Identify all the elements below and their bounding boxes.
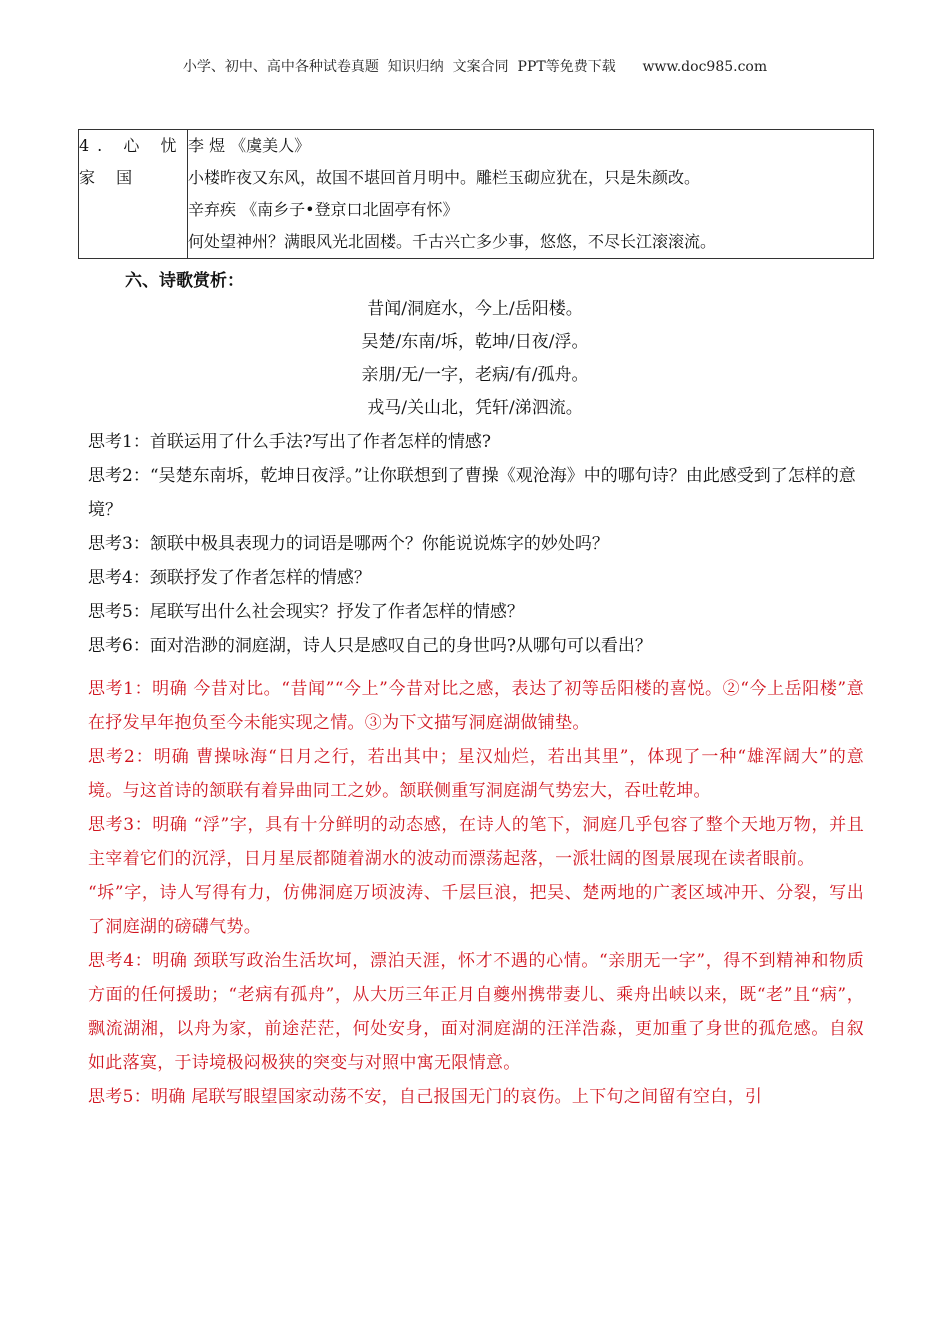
poem-author-title: 李 煜 《虞美人》 [188,136,311,155]
answer-item: 思考4：明确 颈联写政治生活坎坷，漂泊天涯，怀才不遇的心情。“亲朋无一字”，得不到精神和物质方面的任何援助；“老病有孤舟”，从大历三年正月自夔州携带妻儿、乘舟出峡以来，既“老”且“病”，飘流湖湘，以舟为家，前途茫茫，何处安身，面对洞庭湖的汪洋浩淼，更加重了身世的孤危感。自叙如此落寞，于诗境极闷极狭的突变与对照中寓无限情意。 [88,951,864,1073]
table-row [79,130,874,259]
answer-item: “坼”字，诗人写得有力，仿佛洞庭万顷波涛、千层巨浪，把吴、楚两地的广袤区域冲开、分裂，写出了洞庭湖的磅礴气势。 [88,883,864,937]
poem-text [0,293,950,425]
poem-excerpt: 何处望神州？满眼风光北固楼。千古兴亡多少事，悠悠，不尽长江滚滚流。 [188,232,717,251]
poem-excerpt: 小楼昨夜又东风，故国不堪回首月明中。雕栏玉砌应犹在，只是朱颜改。 [188,168,701,187]
question-item: 思考1：首联运用了什么手法?写出了作者怎样的情感? [88,432,492,452]
answer-item: 思考3：明确 “浮”字，具有十分鲜明的动态感，在诗人的笔下，洞庭几乎包容了整个天地万物，并且主宰着它们的沉浮，日月星辰都随着湖水的波动而漂荡起落，一派壮阔的图景展现在读者眼前。 [88,815,864,869]
question-item: 思考4：颈联抒发了作者怎样的情感？ [88,568,371,588]
answer-list [88,672,864,1114]
poem-excerpt-cell [188,130,874,259]
page-header: 小学、初中、高中各种试卷真题 知识归纳 文案合同 PPT等免费下载 www.doc985.com [182,59,768,75]
question-list [88,425,868,663]
question-item: 思考6：面对浩渺的洞庭湖，诗人只是感叹自己的身世吗?从哪句可以看出？ [88,636,652,656]
poem-author-title: 辛弃疾 《南乡子•登京口北固亭有怀》 [188,200,459,219]
question-item: 思考3：颔联中极具表现力的词语是哪两个？你能说说炼字的妙处吗？ [88,534,609,554]
answer-item: 思考1：明确 今昔对比。“昔闻”“今上”今昔对比之感，表达了初等岳阳楼的喜悦。②“今上岳阳楼”意在抒发早年抱负至今未能实现之情。③为下文描写洞庭湖做铺垫。 [88,679,864,733]
poem-line: 吴楚/东南/坼，乾坤/日夜/浮。 [361,332,589,352]
poem-line: 戎马/关山北，凭轩/涕泗流。 [367,398,583,418]
poem-line: 亲朋/无/一字，老病/有/孤舟。 [361,365,589,385]
theme-cell: 4. 心 忧 家 国 [79,130,188,259]
question-item: 思考5：尾联写出什么社会现实？抒发了作者怎样的情感？ [88,602,524,622]
poem-line: 昔闻/洞庭水，今上/岳阳楼。 [367,299,583,319]
answer-item: 思考2：明确 曹操咏海“日月之行，若出其中；星汉灿烂，若出其里”，体现了一种“雄浑阔大”的意境。与这首诗的颔联有着异曲同工之妙。颔联侧重写洞庭湖气势宏大，吞吐乾坤。 [88,747,864,801]
answer-item: 思考5：明确 尾联写眼望国家动荡不安，自己报国无门的哀伤。上下句之间留有空白，引 [88,1087,763,1107]
section-title: 六、诗歌赏析： [125,271,244,291]
poetry-theme-table [78,129,874,259]
question-item: 思考2：“吴楚东南坼，乾坤日夜浮。”让你联想到了曹操《观沧海》中的哪句诗？由此感受到了怎样的意境？ [88,466,856,520]
